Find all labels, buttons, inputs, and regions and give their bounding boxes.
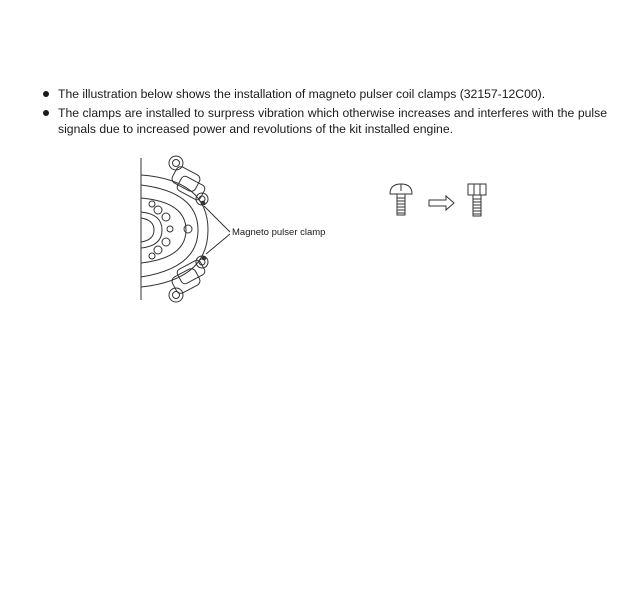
magneto-clamp-illustration xyxy=(126,150,376,310)
screw-replacement-illustration xyxy=(386,182,496,224)
magneto-pulser-clamp-label: Magneto pulser clamp xyxy=(232,227,326,238)
bullet-icon xyxy=(43,91,49,97)
instruction-item xyxy=(42,86,607,103)
bullet-icon xyxy=(43,110,49,116)
hex-bolt-icon xyxy=(468,184,486,216)
instruction-list xyxy=(42,86,607,140)
arrow-right-icon xyxy=(429,196,454,210)
instruction-text: The illustration below shows the installation of magneto pulser coil clamps (32157-12C00). xyxy=(58,87,546,101)
instruction-text: The clamps are installed to surpress vibration which otherwise increases and interferes with the pulse signals due to increased power and revolutions of the kit installed engine. xyxy=(58,105,607,136)
screw-to-bolt-diagram xyxy=(386,182,496,224)
instruction-item xyxy=(42,105,607,138)
pan-head-screw-icon xyxy=(390,184,412,215)
